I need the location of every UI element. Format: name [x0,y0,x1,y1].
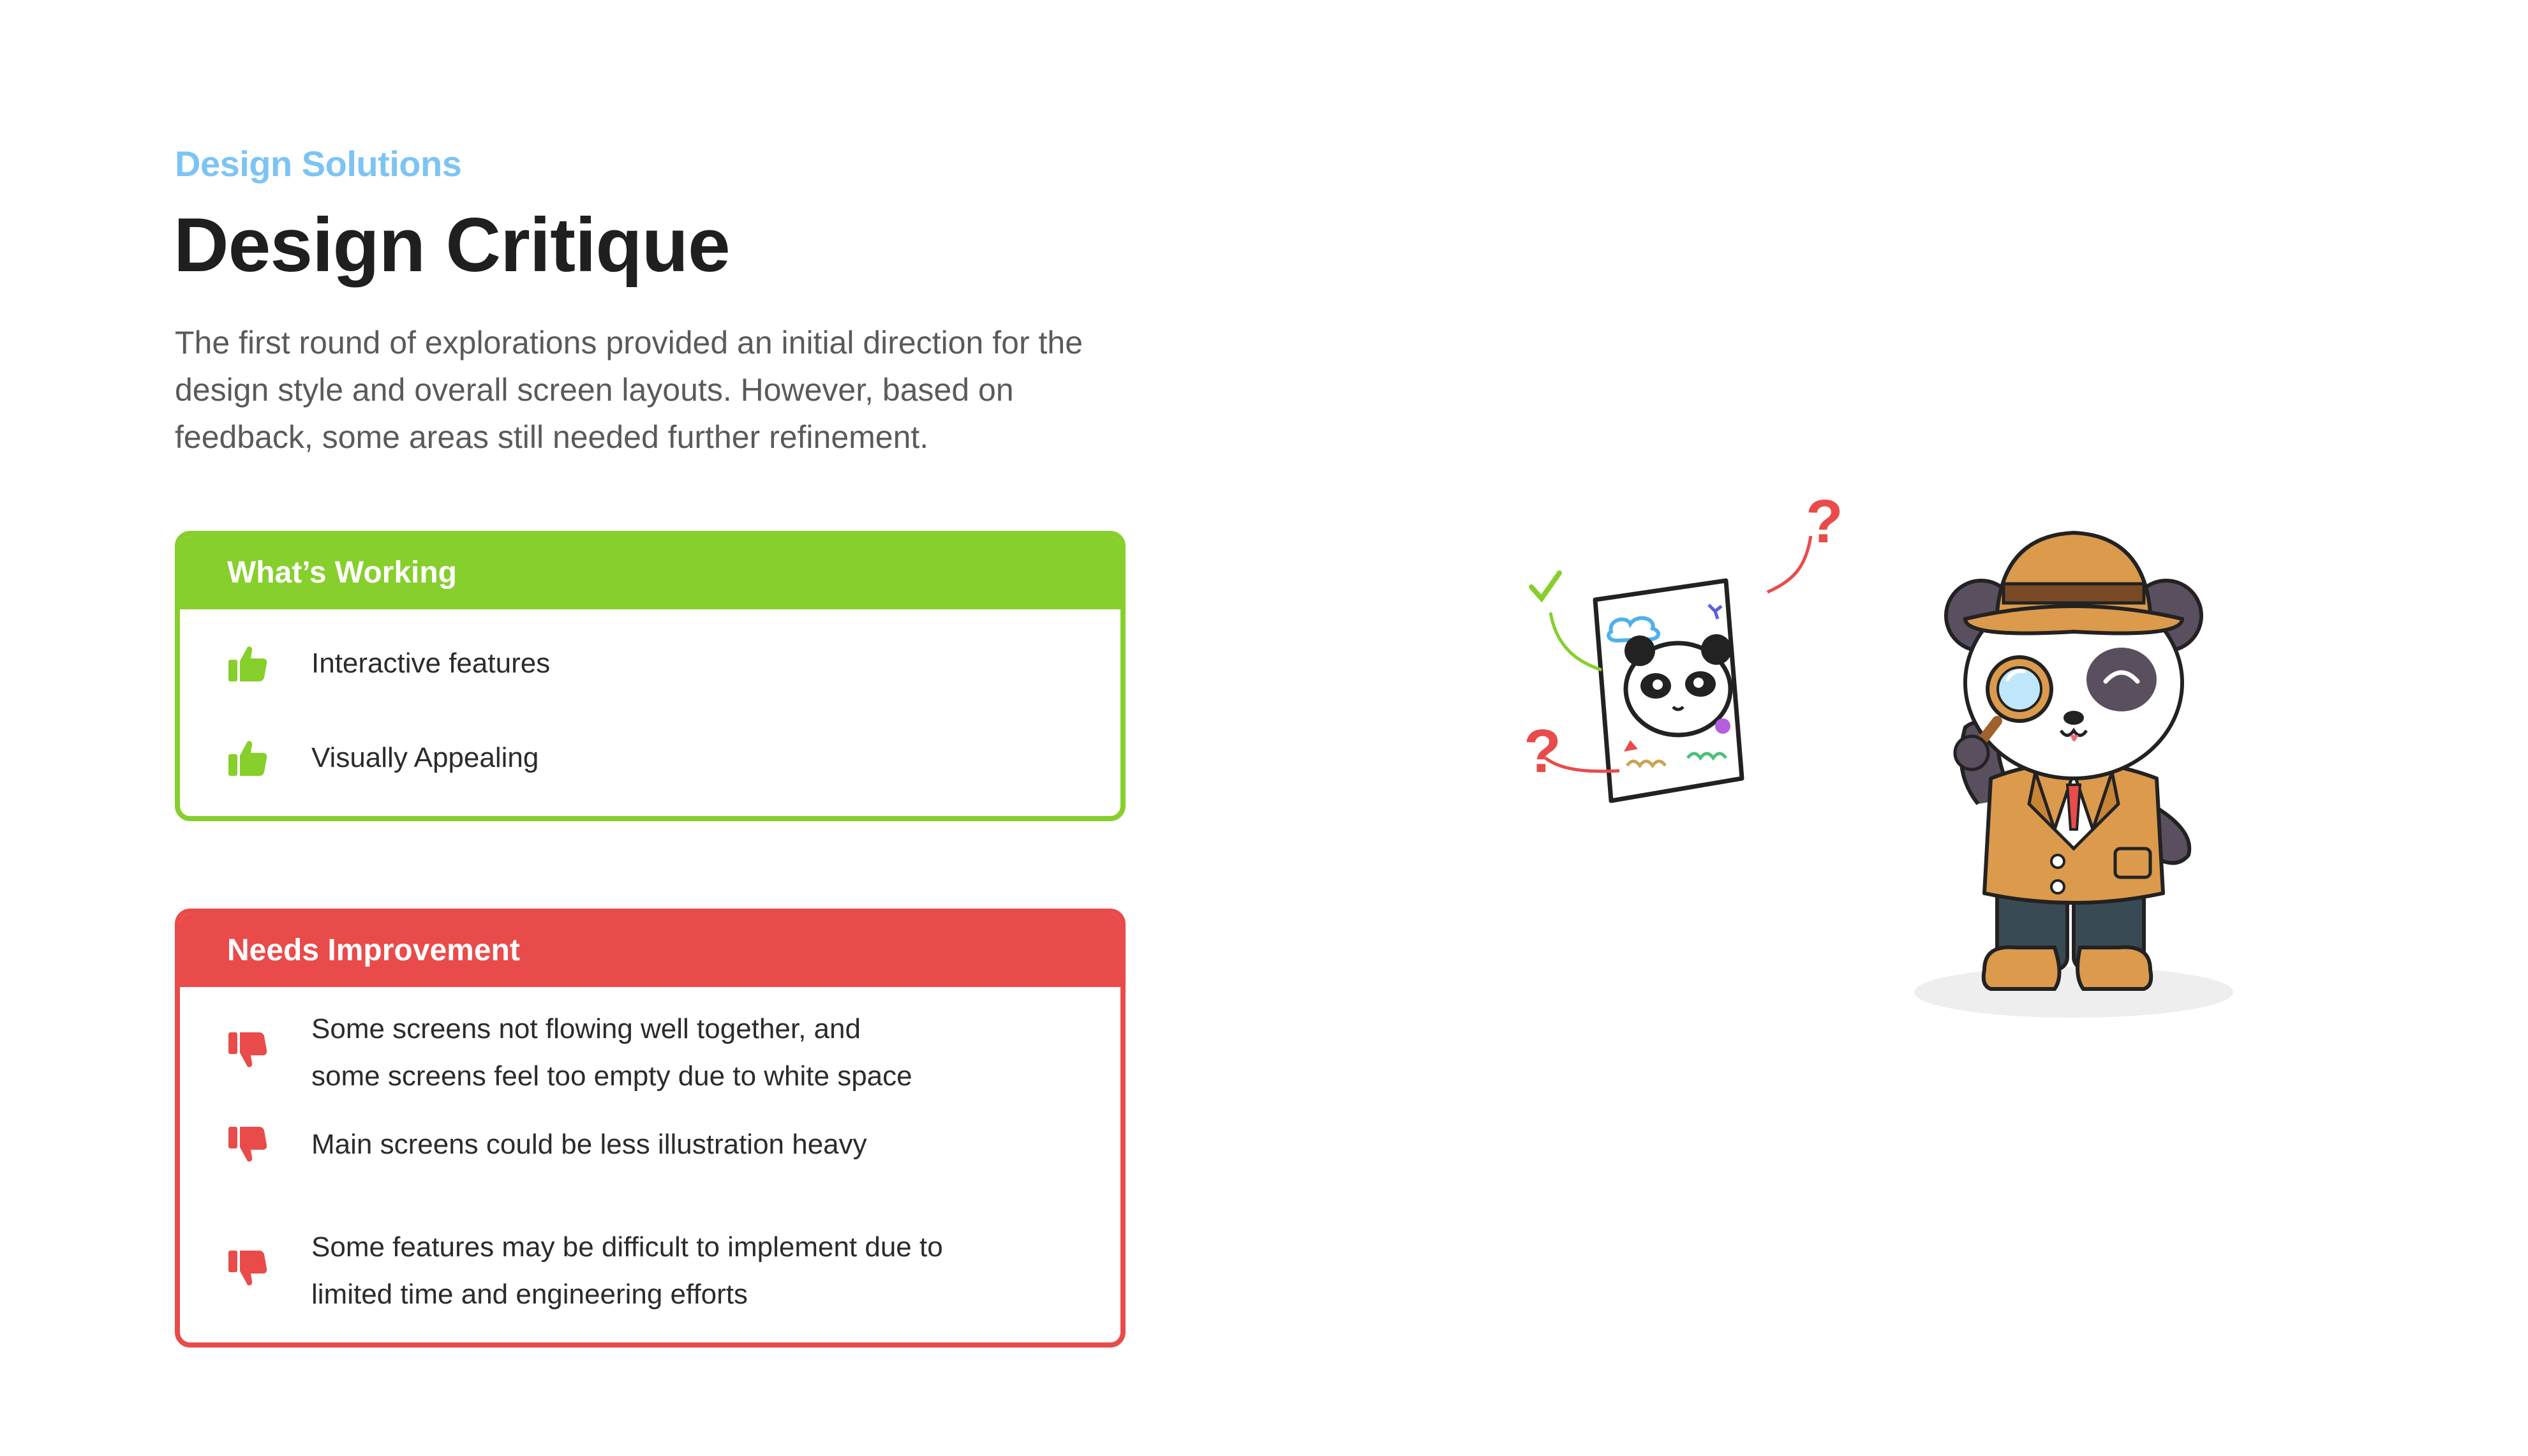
thumbs-up-icon [227,738,268,778]
thumbs-down-icon [227,1124,268,1165]
intro-paragraph: The first round of explorations provided an initial direction for the design style and overall screen layouts. However, based on feedback, some areas still needed further refinement. [175,325,1083,455]
thumbs-down-icon [227,1030,268,1071]
question-mark-icon: ? [1524,717,1561,785]
thumbs-down-icon [227,1248,268,1289]
detective-panda-illustration [1506,472,2271,1034]
list-item-text: limited time and engineering efforts [311,1279,748,1310]
list-item-text: Some screens not flowing well together, and [311,1013,861,1044]
check-icon [1531,573,1559,598]
page-title: Design Critique [174,202,730,288]
detective-panda [1914,533,2233,1018]
section-eyebrow: Design Solutions [175,144,462,184]
needs-improvement-card [175,909,1126,1348]
list-item-text: Interactive features [311,648,551,679]
list-item-text: Visually Appealing [311,742,539,773]
thumbs-up-icon [227,643,268,684]
panda-drawing-paper [1595,581,1742,801]
question-mark-icon: ? [1806,487,1843,556]
needs-improvement-heading: Needs Improvement [180,914,1120,987]
list-item-text: Some features may be difficult to implement due to [311,1231,943,1263]
whats-working-heading: What’s Working [180,536,1120,609]
list-item-text: some screens feel too empty due to white space [311,1060,912,1092]
whats-working-card [175,531,1126,821]
list-item-text: Main screens could be less illustration heavy [311,1129,867,1160]
